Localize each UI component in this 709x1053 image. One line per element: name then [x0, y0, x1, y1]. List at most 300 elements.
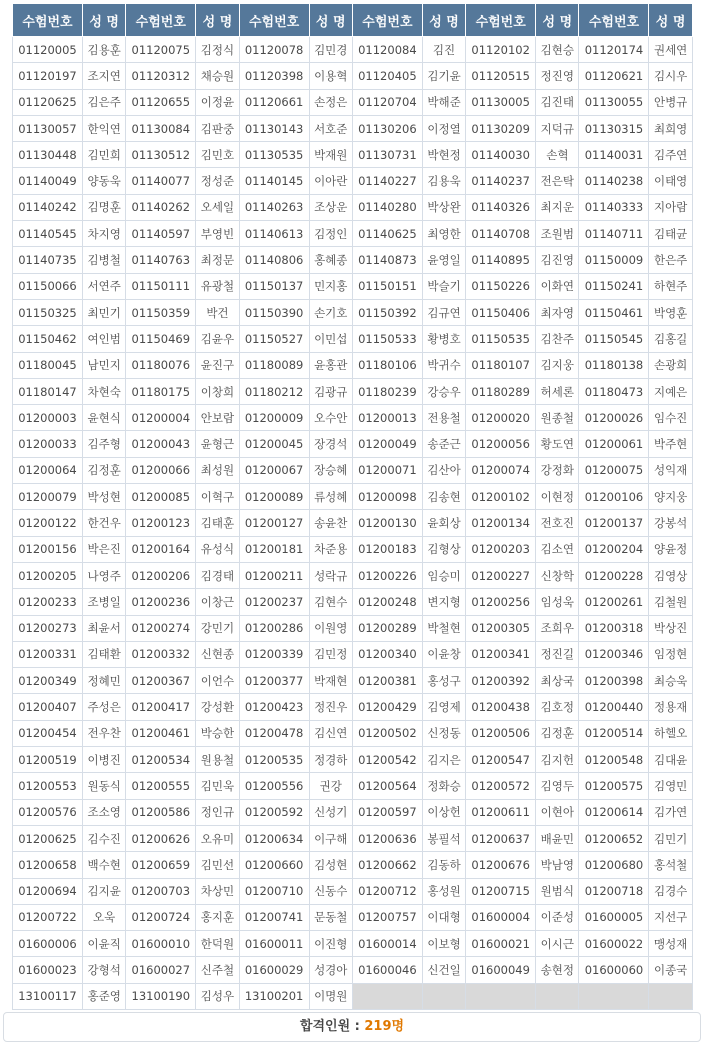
exam-number-cell: 01140735: [13, 247, 83, 273]
exam-number-cell: 01600022: [579, 931, 649, 957]
name-cell: 김신연: [309, 720, 352, 746]
exam-number-cell: 01200592: [239, 799, 309, 825]
exam-number-cell: 01200346: [579, 641, 649, 667]
name-cell: 강성환: [196, 694, 239, 720]
exam-number-cell: 01200237: [239, 589, 309, 615]
name-cell: 주성은: [83, 694, 126, 720]
exam-number-cell: 01130448: [13, 142, 83, 168]
name-cell: 원종철: [536, 405, 579, 431]
exam-number-cell: 01180138: [579, 352, 649, 378]
name-cell: 김소연: [536, 536, 579, 562]
name-cell: 김진태: [536, 89, 579, 115]
exam-number-cell: 01140326: [466, 194, 536, 220]
name-cell: 권강: [309, 773, 352, 799]
name-cell: 박상진: [649, 615, 692, 641]
name-cell: 김홍길: [649, 326, 692, 352]
exam-number-cell: 01200625: [13, 825, 83, 851]
name-cell: 조지연: [83, 63, 126, 89]
exam-number-cell: 01200256: [466, 589, 536, 615]
exam-number-cell: 01200075: [579, 457, 649, 483]
name-cell: 신현종: [196, 641, 239, 667]
name-cell: 김규연: [422, 299, 465, 325]
exam-number-cell: 01130512: [126, 142, 196, 168]
name-cell: 김은주: [83, 89, 126, 115]
name-cell: 김진영: [536, 247, 579, 273]
name-cell: 이명원: [309, 983, 352, 1009]
name-cell: 서호준: [309, 115, 352, 141]
name-cell: 김가연: [649, 799, 692, 825]
exam-number-cell: 01200085: [126, 484, 196, 510]
name-cell: 김영민: [649, 773, 692, 799]
name-cell: 손기호: [309, 299, 352, 325]
table-row: [13, 799, 693, 825]
exam-number-cell: 01130315: [579, 115, 649, 141]
exam-number-cell: 01140238: [579, 168, 649, 194]
name-cell: 나영주: [83, 562, 126, 588]
name-cell: 오유미: [196, 825, 239, 851]
name-cell: 황도연: [536, 431, 579, 457]
name-cell: 정성준: [196, 168, 239, 194]
exam-number-cell: 01200156: [13, 536, 83, 562]
exam-number-cell: 01200652: [579, 825, 649, 851]
exam-number-cell: 01200236: [126, 589, 196, 615]
name-cell: 홍혜종: [309, 247, 352, 273]
name-cell: 최승욱: [649, 668, 692, 694]
exam-number-cell: 01200233: [13, 589, 83, 615]
exam-number-cell: 01200261: [579, 589, 649, 615]
name-cell: 전은탁: [536, 168, 579, 194]
name-cell: 정진길: [536, 641, 579, 667]
exam-number-cell: 01200564: [352, 773, 422, 799]
exam-number-cell: 01200741: [239, 904, 309, 930]
name-cell: 정화승: [422, 773, 465, 799]
exam-number-cell: 01200398: [579, 668, 649, 694]
name-cell: 김성우: [196, 983, 239, 1009]
exam-number-cell: 01200712: [352, 878, 422, 904]
exam-number-cell: 01200715: [466, 878, 536, 904]
name-cell: 한덕원: [196, 931, 239, 957]
exam-number-cell: 01200636: [352, 825, 422, 851]
exam-number-cell: 01200003: [13, 405, 83, 431]
name-cell: 신동수: [309, 878, 352, 904]
exam-number-cell: 01200004: [126, 405, 196, 431]
exam-number-cell: 01200026: [579, 405, 649, 431]
exam-number-cell: 01200461: [126, 720, 196, 746]
exam-number-cell: 01120312: [126, 63, 196, 89]
exam-number-cell: 01140613: [239, 221, 309, 247]
name-cell: 손정은: [309, 89, 352, 115]
table-row: [13, 247, 693, 273]
name-cell: 최희영: [649, 115, 692, 141]
exam-number-cell: 01180076: [126, 352, 196, 378]
exam-number-cell: 13100201: [239, 983, 309, 1009]
name-cell: 김정훈: [83, 457, 126, 483]
exam-number-cell: 01200547: [466, 747, 536, 773]
table-row: [13, 194, 693, 220]
exam-number-cell: 01140711: [579, 221, 649, 247]
table-body: [13, 37, 693, 1010]
exam-number-cell: 01200067: [239, 457, 309, 483]
name-cell: 김민기: [649, 825, 692, 851]
exam-number-cell: 01140077: [126, 168, 196, 194]
exam-number-cell: 01600011: [239, 931, 309, 957]
exam-number-cell: 01200341: [466, 641, 536, 667]
table-row: [13, 904, 693, 930]
exam-number-cell: 01140625: [352, 221, 422, 247]
name-cell: 신건일: [422, 957, 465, 983]
name-cell: 박현정: [422, 142, 465, 168]
exam-number-cell: 01200049: [352, 431, 422, 457]
name-cell: 박주현: [649, 431, 692, 457]
header-exam-number: 수험번호: [466, 4, 536, 37]
table-row: [13, 431, 693, 457]
exam-number-cell: 01200071: [352, 457, 422, 483]
exam-number-cell: 01120197: [13, 63, 83, 89]
table-row: [13, 852, 693, 878]
exam-number-cell: 01150226: [466, 273, 536, 299]
exam-number-cell: 01200542: [352, 747, 422, 773]
exam-number-cell: 01200134: [466, 510, 536, 536]
exam-number-cell: 01200061: [579, 431, 649, 457]
name-cell: 임수진: [649, 405, 692, 431]
exam-number-cell: 01200226: [352, 562, 422, 588]
name-cell: 홍성구: [422, 668, 465, 694]
table-row: [13, 405, 693, 431]
header-name: 성 명: [649, 4, 692, 37]
exam-number-cell: 01150545: [579, 326, 649, 352]
name-cell: 윤진구: [196, 352, 239, 378]
name-cell: 김영두: [536, 773, 579, 799]
name-cell: 김민욱: [196, 773, 239, 799]
name-cell: 김철원: [649, 589, 692, 615]
exam-number-cell: 01180175: [126, 378, 196, 404]
exam-number-cell: 01200614: [579, 799, 649, 825]
exam-number-cell: 01120661: [239, 89, 309, 115]
exam-number-cell: 01180045: [13, 352, 83, 378]
name-cell: 김영제: [422, 694, 465, 720]
name-cell: 김경태: [196, 562, 239, 588]
name-cell: 박은진: [83, 536, 126, 562]
exam-number-cell: 01600027: [126, 957, 196, 983]
name-cell: 장경석: [309, 431, 352, 457]
name-cell: 백수현: [83, 852, 126, 878]
name-cell: 민지홍: [309, 273, 352, 299]
name-cell: 박영훈: [649, 299, 692, 325]
exam-number-cell: 01150406: [466, 299, 536, 325]
exam-number-cell: 01120084: [352, 37, 422, 63]
exam-number-cell: 01130084: [126, 115, 196, 141]
exam-number-cell: 01120625: [13, 89, 83, 115]
name-cell: 최지운: [536, 194, 579, 220]
exam-number-cell: 01150241: [579, 273, 649, 299]
exam-number-cell: 01150469: [126, 326, 196, 352]
exam-number-cell: 01140333: [579, 194, 649, 220]
exam-number-cell: 01150111: [126, 273, 196, 299]
table-row: [13, 352, 693, 378]
exam-number-cell: 01200519: [13, 747, 83, 773]
exam-number-cell: 01200205: [13, 562, 83, 588]
exam-number-cell: 01200130: [352, 510, 422, 536]
exam-number-cell: 01120405: [352, 63, 422, 89]
exam-number-cell: 01600014: [352, 931, 422, 957]
table-row: [13, 773, 693, 799]
exam-number-cell: 01200377: [239, 668, 309, 694]
exam-number-cell: 01140227: [352, 168, 422, 194]
name-cell: 김대윤: [649, 747, 692, 773]
exam-number-cell: 01120005: [13, 37, 83, 63]
name-cell: 서연주: [83, 273, 126, 299]
exam-number-cell: 01200423: [239, 694, 309, 720]
name-cell: 원동식: [83, 773, 126, 799]
table-row: [13, 615, 693, 641]
exam-number-cell: 01200597: [352, 799, 422, 825]
name-cell: 지덕규: [536, 115, 579, 141]
name-cell: 이진형: [309, 931, 352, 957]
name-cell: 성익재: [649, 457, 692, 483]
name-cell: 권세연: [649, 37, 692, 63]
name-cell: 김찬주: [536, 326, 579, 352]
name-cell: 조병일: [83, 589, 126, 615]
exam-number-cell: 01120515: [466, 63, 536, 89]
table-row: [13, 983, 693, 1009]
exam-number-cell: 01200392: [466, 668, 536, 694]
name-cell: 지선구: [649, 904, 692, 930]
name-cell: 오수안: [309, 405, 352, 431]
exam-number-cell: 01200367: [126, 668, 196, 694]
name-cell: 한건우: [83, 510, 126, 536]
exam-number-cell: 01130535: [239, 142, 309, 168]
name-cell: 김명훈: [83, 194, 126, 220]
header-exam-number: 수험번호: [13, 4, 83, 37]
empty-cell: [466, 983, 536, 1009]
name-cell: 허세론: [536, 378, 579, 404]
name-cell: 최정문: [196, 247, 239, 273]
name-cell: 이윤창: [422, 641, 465, 667]
exam-number-cell: 01200680: [579, 852, 649, 878]
name-cell: 봉필석: [422, 825, 465, 851]
exam-number-cell: 01200556: [239, 773, 309, 799]
exam-number-cell: 01200626: [126, 825, 196, 851]
name-cell: 박재원: [309, 142, 352, 168]
exam-number-cell: 01130209: [466, 115, 536, 141]
table-row: [13, 457, 693, 483]
exam-number-cell: 01200417: [126, 694, 196, 720]
exam-number-cell: 01600006: [13, 931, 83, 957]
name-cell: 황병호: [422, 326, 465, 352]
exam-number-cell: 01200318: [579, 615, 649, 641]
empty-cell: [422, 983, 465, 1009]
exam-number-cell: 01200248: [352, 589, 422, 615]
name-cell: 이원영: [309, 615, 352, 641]
name-cell: 이준성: [536, 904, 579, 930]
header-name: 성 명: [309, 4, 352, 37]
exam-number-cell: 01200164: [126, 536, 196, 562]
exam-number-cell: 01200286: [239, 615, 309, 641]
exam-number-cell: 01200183: [352, 536, 422, 562]
exam-number-cell: 01200381: [352, 668, 422, 694]
name-cell: 김태균: [649, 221, 692, 247]
name-cell: 양동욱: [83, 168, 126, 194]
name-cell: 유광철: [196, 273, 239, 299]
name-cell: 임승미: [422, 562, 465, 588]
exam-number-cell: 01150325: [13, 299, 83, 325]
name-cell: 박건: [196, 299, 239, 325]
name-cell: 신창학: [536, 562, 579, 588]
exam-number-cell: 01140597: [126, 221, 196, 247]
name-cell: 홍준영: [83, 983, 126, 1009]
exam-number-cell: 01200079: [13, 484, 83, 510]
name-cell: 전용철: [422, 405, 465, 431]
name-cell: 박귀수: [422, 352, 465, 378]
exam-number-cell: 13100117: [13, 983, 83, 1009]
exam-number-cell: 01200454: [13, 720, 83, 746]
name-cell: 신정동: [422, 720, 465, 746]
exam-number-cell: 01200658: [13, 852, 83, 878]
name-cell: 정진영: [536, 63, 579, 89]
header-exam-number: 수험번호: [352, 4, 422, 37]
name-cell: 김민희: [83, 142, 126, 168]
exam-number-cell: 01200572: [466, 773, 536, 799]
name-cell: 지아람: [649, 194, 692, 220]
name-cell: 김경수: [649, 878, 692, 904]
exam-number-cell: 01200074: [466, 457, 536, 483]
name-cell: 송현정: [536, 957, 579, 983]
exam-number-cell: 01200127: [239, 510, 309, 536]
exam-number-cell: 01200009: [239, 405, 309, 431]
exam-number-cell: 01200066: [126, 457, 196, 483]
exam-number-cell: 01600046: [352, 957, 422, 983]
name-cell: 이아란: [309, 168, 352, 194]
name-cell: 정용재: [649, 694, 692, 720]
name-cell: 김병철: [83, 247, 126, 273]
name-cell: 김형상: [422, 536, 465, 562]
exam-number-cell: 01200438: [466, 694, 536, 720]
exam-number-cell: 01130055: [579, 89, 649, 115]
name-cell: 전우찬: [83, 720, 126, 746]
table-row: [13, 694, 693, 720]
name-cell: 이윤직: [83, 931, 126, 957]
name-cell: 오욱: [83, 904, 126, 930]
exam-number-cell: 01200102: [466, 484, 536, 510]
name-cell: 강정화: [536, 457, 579, 483]
table-row: [13, 931, 693, 957]
exam-number-cell: 01200339: [239, 641, 309, 667]
exam-number-cell: 01200045: [239, 431, 309, 457]
exam-number-cell: 01200227: [466, 562, 536, 588]
table-row: [13, 484, 693, 510]
name-cell: 정진우: [309, 694, 352, 720]
name-cell: 윤홍관: [309, 352, 352, 378]
exam-number-cell: 01130731: [352, 142, 422, 168]
header-exam-number: 수험번호: [239, 4, 309, 37]
name-cell: 이민섭: [309, 326, 352, 352]
name-cell: 송준근: [422, 431, 465, 457]
name-cell: 김용훈: [83, 37, 126, 63]
exam-number-cell: 01130206: [352, 115, 422, 141]
name-cell: 이대형: [422, 904, 465, 930]
name-cell: 윤영일: [422, 247, 465, 273]
name-cell: 박상완: [422, 194, 465, 220]
exam-number-cell: 01200098: [352, 484, 422, 510]
name-cell: 차상민: [196, 878, 239, 904]
table-row: [13, 720, 693, 746]
name-cell: 이정열: [422, 115, 465, 141]
name-cell: 하현주: [649, 273, 692, 299]
exam-number-cell: 01200228: [579, 562, 649, 588]
exam-number-cell: 01140031: [579, 142, 649, 168]
exam-number-cell: 01140873: [352, 247, 422, 273]
name-cell: 이종국: [649, 957, 692, 983]
name-cell: 이정윤: [196, 89, 239, 115]
exam-number-cell: 01150390: [239, 299, 309, 325]
exam-number-cell: 01600060: [579, 957, 649, 983]
header-row: [13, 4, 693, 37]
exam-number-cell: 01600049: [466, 957, 536, 983]
name-cell: 신주철: [196, 957, 239, 983]
exam-number-cell: 01150462: [13, 326, 83, 352]
name-cell: 박남영: [536, 852, 579, 878]
name-cell: 강봉석: [649, 510, 692, 536]
exam-number-cell: 01140237: [466, 168, 536, 194]
exam-number-cell: 01200137: [579, 510, 649, 536]
name-cell: 임정현: [649, 641, 692, 667]
name-cell: 안보람: [196, 405, 239, 431]
exam-number-cell: 01200660: [239, 852, 309, 878]
exam-number-cell: 01200586: [126, 799, 196, 825]
name-cell: 임성욱: [536, 589, 579, 615]
name-cell: 최자영: [536, 299, 579, 325]
name-cell: 양지웅: [649, 484, 692, 510]
name-cell: 장승혜: [309, 457, 352, 483]
exam-number-cell: 01200676: [466, 852, 536, 878]
exam-number-cell: 01200206: [126, 562, 196, 588]
table-row: [13, 221, 693, 247]
exam-number-cell: 01130005: [466, 89, 536, 115]
exam-number-cell: 01200502: [352, 720, 422, 746]
exam-number-cell: 01200694: [13, 878, 83, 904]
name-cell: 김성현: [309, 852, 352, 878]
name-cell: 조소영: [83, 799, 126, 825]
name-cell: 김진: [422, 37, 465, 63]
name-cell: 이혁구: [196, 484, 239, 510]
name-cell: 이언수: [196, 668, 239, 694]
name-cell: 김주연: [649, 142, 692, 168]
name-cell: 강승우: [422, 378, 465, 404]
table-row: [13, 878, 693, 904]
name-cell: 최영한: [422, 221, 465, 247]
exam-number-cell: 01600010: [126, 931, 196, 957]
exam-number-cell: 01200575: [579, 773, 649, 799]
exam-number-cell: 01140895: [466, 247, 536, 273]
exam-number-cell: 01200106: [579, 484, 649, 510]
name-cell: 윤회상: [422, 510, 465, 536]
name-cell: 신성기: [309, 799, 352, 825]
name-cell: 이용혁: [309, 63, 352, 89]
exam-number-cell: 01150535: [466, 326, 536, 352]
exam-number-cell: 01140545: [13, 221, 83, 247]
name-cell: 김정훈: [536, 720, 579, 746]
exam-number-cell: 01200634: [239, 825, 309, 851]
exam-number-cell: 01200056: [466, 431, 536, 457]
name-cell: 이병진: [83, 747, 126, 773]
exam-number-cell: 01180106: [352, 352, 422, 378]
exam-number-cell: 01120075: [126, 37, 196, 63]
name-cell: 한은주: [649, 247, 692, 273]
header-name: 성 명: [196, 4, 239, 37]
exam-number-cell: 01120621: [579, 63, 649, 89]
exam-number-cell: 01200064: [13, 457, 83, 483]
name-cell: 김시우: [649, 63, 692, 89]
